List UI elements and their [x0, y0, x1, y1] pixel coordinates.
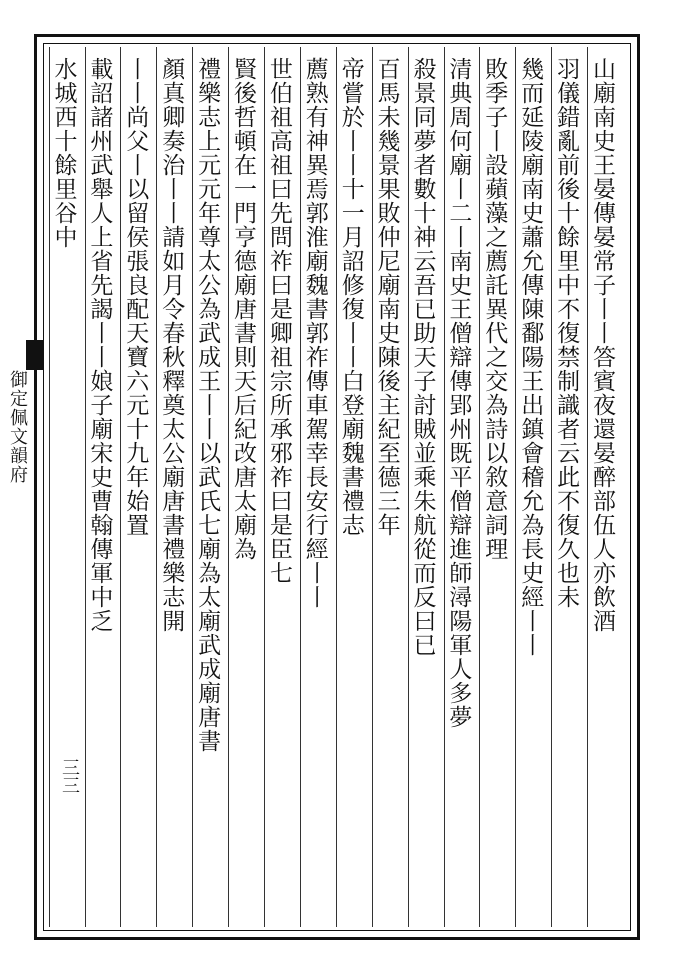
- text-column: [49, 47, 85, 927]
- text-column: [120, 47, 156, 927]
- column-text: 清典周何廟丨二丨南史王僧辯傳郢州既平僧辯進師潯陽軍人多夢: [445, 57, 472, 729]
- column-text: 賢後哲頓在一門亨德廟唐書則天后紀改唐太廟為: [229, 57, 256, 561]
- text-column: [85, 47, 121, 927]
- text-column: [372, 47, 408, 927]
- text-column: [444, 47, 480, 927]
- text-column: [156, 47, 192, 927]
- text-column: [479, 47, 515, 927]
- text-column: [336, 47, 372, 927]
- text-column: [408, 47, 444, 927]
- text-column: [192, 47, 228, 927]
- column-text: 載詔諸州武舉人上省先謁丨丨娘子廟宋史曹翰傳軍中乏: [86, 57, 113, 633]
- column-text: 薦熟有神異焉郭淮廟魏書郭祚傳車駕幸長安行經丨丨: [301, 57, 328, 609]
- column-text: 殺景同夢者數十神云吾已助天子討賊並乘朱航從而反曰已: [409, 57, 436, 657]
- column-text: 羽儀錯亂前後十餘里中不復禁制識者云此不復久也未: [553, 57, 580, 609]
- column-text: 百馬未幾景果敗仲尼廟南史陳後主紀至德三年: [373, 57, 400, 537]
- text-columns: [48, 47, 623, 927]
- column-text: 帝嘗於丨丨十一月詔修復丨丨白登廟魏書禮志: [337, 57, 364, 537]
- text-column: [515, 47, 551, 927]
- page-number: 三三: [59, 758, 80, 794]
- fishtail-mark: [26, 340, 44, 370]
- column-text: 顏真卿奏治丨丨請如月令春秋釋奠太公廟唐書禮樂志開: [158, 57, 185, 633]
- text-column: [264, 47, 300, 927]
- column-text: 敗季子丨設蘋藻之薦託異代之交為詩以敘意詞理: [481, 57, 508, 561]
- text-column: [228, 47, 264, 927]
- page-edge: [0, 40, 30, 940]
- column-text: 世伯祖高祖曰先問祚曰是卿祖宗所承邪祚曰是臣七: [265, 57, 292, 585]
- text-column: [587, 47, 623, 927]
- column-text: 山廟南史王晏傳晏常子丨丨答賓夜還晏醉部伍人亦飲酒: [588, 57, 615, 633]
- text-column: [551, 47, 587, 927]
- column-text: 禮樂志上元元年尊太公為武成王丨丨以武氏七廟為太廟武成廟唐書: [194, 57, 221, 753]
- book-title-margin: 御定佩文韻府: [7, 370, 28, 484]
- column-text: 丨丨尚父丨以留侯張良配天寶六元十九年始置: [122, 57, 149, 537]
- column-text: 幾而延陵廟南史蕭允傳陳鄱陽王出鎮會稽允為長史經丨丨: [517, 57, 544, 657]
- text-column: [300, 47, 336, 927]
- column-text: 水城西十餘里谷中: [50, 57, 77, 249]
